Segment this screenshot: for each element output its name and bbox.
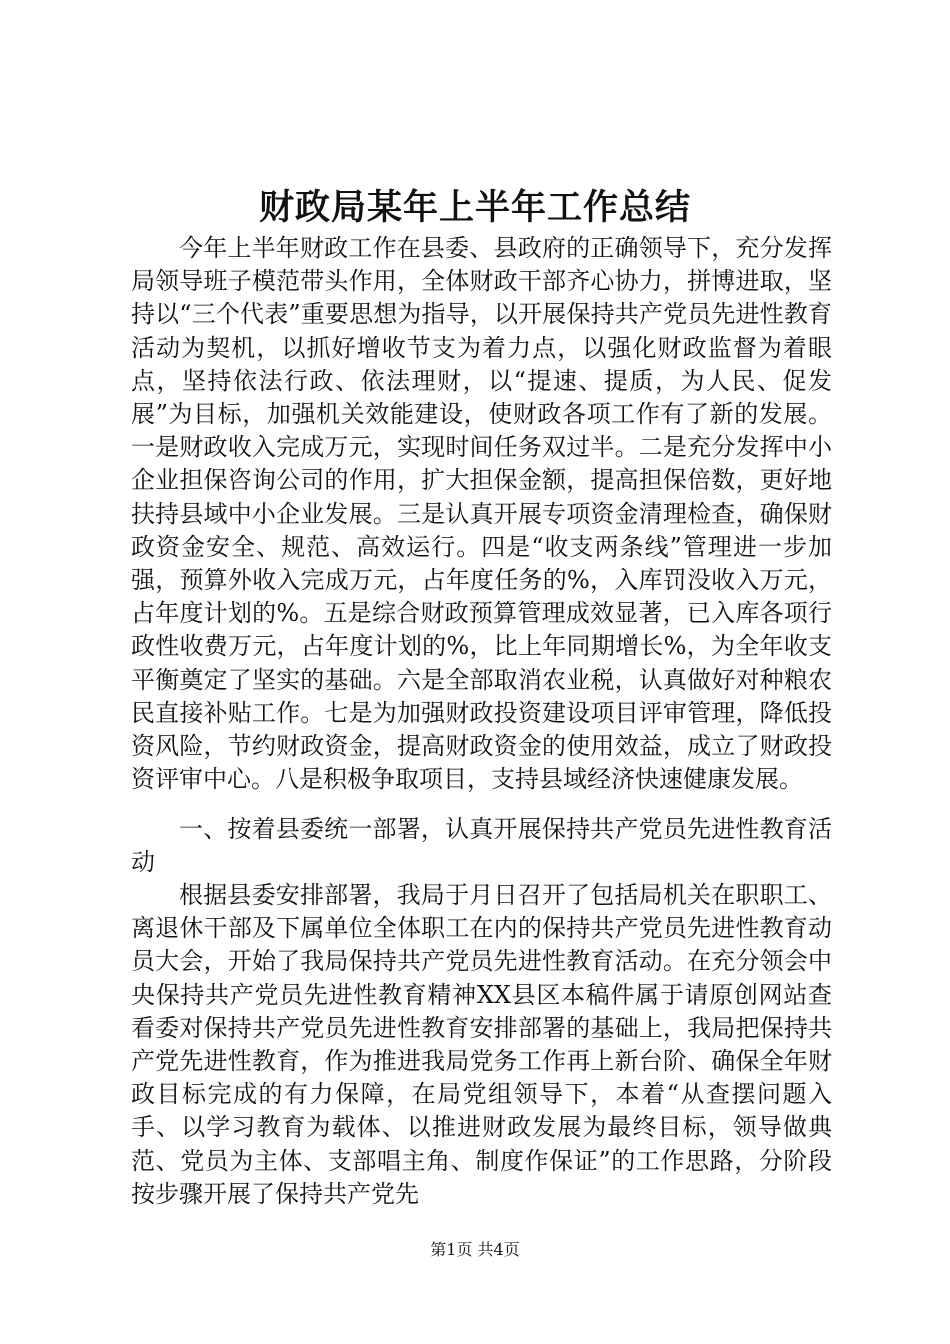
- paragraph-section-1: 根据县委安排部署，我局于月日召开了包括局机关在职职工、离退休干部及下属单位全体职工在内的保持共产党员先进性教育动员大会，开始了我局保持共产党员先进性教育活动。在充分领会中央保持共产党员先进性教育精神XX县区本稿件属于请原创网站查看委对保持共产党员先进性教育安排部署的基础上，我局把保持共产党先进性教育，作为推进我局党务工作再上新台阶、确保全年财政目标完成的有力保障，在局党组领导下，本着“从查摆问题入手、以学习教育为载体、以推进财政发展为最终目标，领导做典范、党员为主体、支部唱主角、制度作保证”的工作思路，分阶段按步骤开展了保持共产党先: [131, 881, 832, 1208]
- page-total: 共4页: [477, 1240, 520, 1259]
- page-footer: [0, 1240, 950, 1260]
- section-heading-1: 一、按着县委统一部署，认真开展保持共产党员先进性教育活动: [131, 815, 832, 877]
- page-number: 第1页: [430, 1240, 473, 1259]
- document-title: 财政局某年上半年工作总结: [258, 187, 691, 228]
- paragraph-summary: 今年上半年财政工作在县委、县政府的正确领导下，充分发挥局领导班子模范带头作用，全体财政干部齐心协力，拼博进取，坚持以“三个代表”重要思想为指导，以开展保持共产党员先进性教育活动为契机，以抓好增收节支为着力点，以强化财政监督为着眼点，坚持依法行政、依法理财，以“提速、提质，为人民、促发展”为目标，加强机关效能建设，使财政各项工作有了新的发展。一是财政收入完成万元，实现时间任务双过半。二是充分发挥中小企业担保咨询公司的作用，扩大担保金额，提高担保倍数，更好地扶持县域中小企业发展。三是认真开展专项资金清理检查，确保财政资金安全、规范、高效运行。四是“收支两条线”管理进一步加强，预算外收入完成万元，占年度任务的%，入库罚没收入万元，占年度计划的%。五是综合财政预算管理成效显著，已入库各项行政性收费万元，占年度计划的%，比上年同期增长%，为全年收支平衡奠定了坚实的基础。六是全部取消农业税，认真做好对种粮农民直接补贴工作。七是为加强财政投资建设项目评审管理，降低投资风险，节约财政资金，提高财政资金的使用效益，成立了财政投资评审中心。八是积极争取项目，支持县域经济快速健康发展。: [131, 234, 832, 794]
